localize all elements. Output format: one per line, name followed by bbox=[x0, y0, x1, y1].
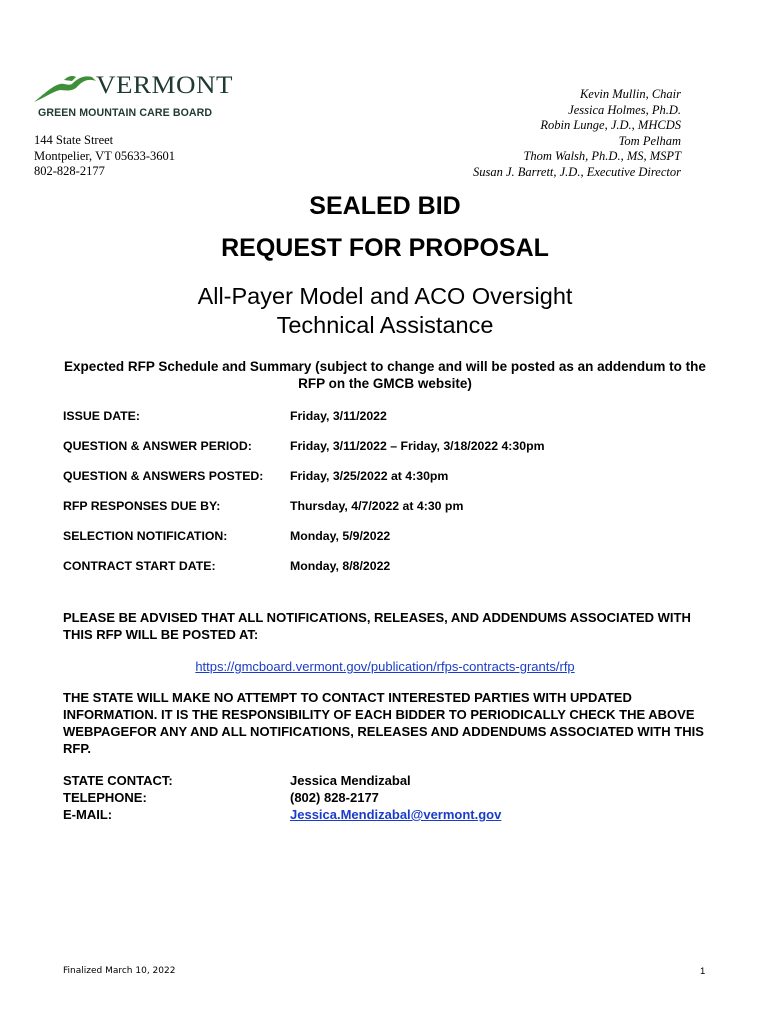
schedule-value: Friday, 3/11/2022 bbox=[290, 409, 387, 423]
schedule-heading: Expected RFP Schedule and Summary (subject to change and will be posted as an addendum to the RFP on the GMCB website) bbox=[64, 359, 706, 391]
board-member: Tom Pelham bbox=[618, 133, 681, 148]
phone-label: TELEPHONE: bbox=[63, 790, 147, 805]
document-subtitle bbox=[0, 282, 770, 340]
schedule-label: QUESTION & ANSWER PERIOD: bbox=[63, 439, 252, 453]
schedule-value: Monday, 8/8/2022 bbox=[290, 559, 391, 573]
board-member: Kevin Mullin, Chair bbox=[579, 87, 681, 101]
schedule-label: CONTRACT START DATE: bbox=[63, 559, 216, 573]
board-member: Robin Lunge, J.D., MHCDS bbox=[540, 118, 681, 132]
schedule-value: Monday, 5/9/2022 bbox=[290, 529, 391, 543]
mountain-logo-icon bbox=[34, 72, 100, 106]
contact-label: STATE CONTACT: bbox=[63, 773, 173, 788]
address-city: Montpelier, VT 05633-3601 bbox=[34, 148, 176, 163]
contact-name: Jessica Mendizabal bbox=[290, 773, 411, 788]
subtitle-line-2: Technical Assistance bbox=[276, 312, 494, 338]
board-member: Thom Walsh, Ph.D., MS, MSPT bbox=[523, 149, 681, 163]
rfp-webpage-link[interactable]: https://gmcboard.vermont.gov/publication/rfps-contracts-grants/rfp bbox=[195, 659, 575, 674]
logo-subtitle: GREEN MOUNTAIN CARE BOARD bbox=[38, 107, 213, 119]
logo-wordmark: VERMONT bbox=[96, 71, 233, 99]
schedule-label: RFP RESPONSES DUE BY: bbox=[63, 499, 221, 513]
schedule-label: SELECTION NOTIFICATION: bbox=[63, 529, 228, 543]
schedule-value: Thursday, 4/7/2022 at 4:30 pm bbox=[290, 499, 464, 513]
advisory-notice: PLEASE BE ADVISED THAT ALL NOTIFICATIONS, RELEASES, AND ADDENDUMS ASSOCIATED WITH THIS RFP WILL BE POSTED AT: bbox=[63, 610, 691, 642]
board-member: Jessica Holmes, Ph.D. bbox=[568, 102, 681, 117]
address-phone: 802-828-2177 bbox=[34, 164, 105, 178]
title-rfp: REQUEST FOR PROPOSAL bbox=[221, 234, 549, 262]
board-member: Susan J. Barrett, J.D., Executive Director bbox=[472, 164, 681, 179]
address-street: 144 State Street bbox=[34, 133, 114, 147]
office-address bbox=[34, 133, 175, 180]
board-members-list bbox=[473, 87, 681, 180]
schedule-value: Friday, 3/25/2022 at 4:30pm bbox=[290, 469, 449, 483]
schedule-label: ISSUE DATE: bbox=[63, 409, 140, 423]
title-sealed-bid: SEALED BID bbox=[309, 192, 461, 220]
phone-value: (802) 828-2177 bbox=[290, 790, 379, 805]
schedule-value: Friday, 3/11/2022 – Friday, 3/18/2022 4:30pm bbox=[290, 439, 545, 453]
gmcb-logo bbox=[34, 71, 233, 122]
state-contact-notice: THE STATE WILL MAKE NO ATTEMPT TO CONTACT INTERESTED PARTIES WITH UPDATED INFORMATION. IT IS THE RESPONSIBILITY OF EACH BIDDER TO PERIODICALLY CHECK THE ABOVE WEBPAGEFOR ANY AND ALL NOTIFICATIONS, RELEASES AND ADDENDUMS ASSOCIATED WITH THIS RFP. bbox=[63, 690, 704, 756]
page-number: 1 bbox=[700, 966, 706, 977]
schedule-label: QUESTION & ANSWERS POSTED: bbox=[63, 469, 264, 483]
subtitle-line-1: All-Payer Model and ACO Oversight bbox=[197, 283, 573, 309]
email-label: E-MAIL: bbox=[63, 807, 113, 822]
footer-finalized-date: Finalized March 10, 2022 bbox=[63, 966, 176, 976]
email-link[interactable]: Jessica.Mendizabal@vermont.gov bbox=[290, 807, 502, 822]
